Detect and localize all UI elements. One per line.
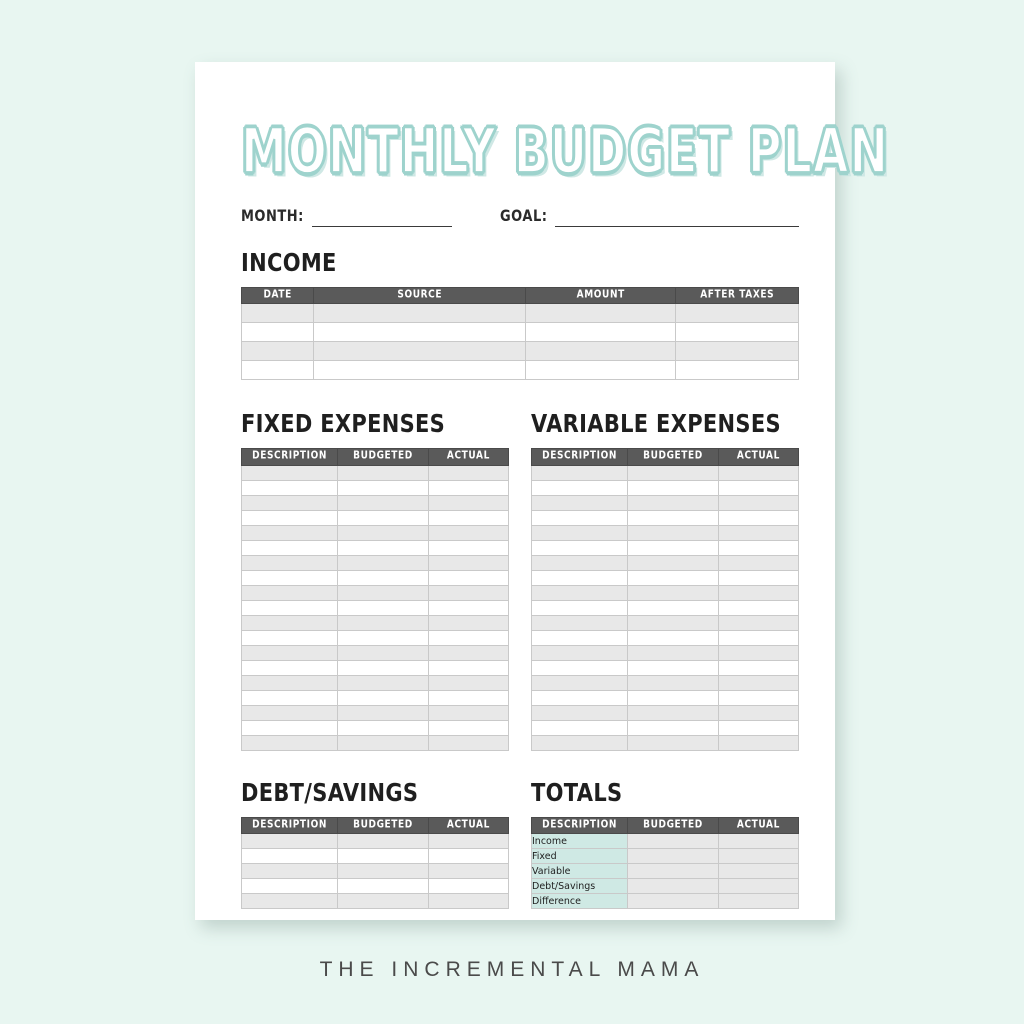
table-row[interactable] [532,660,799,675]
table-row[interactable] [532,630,799,645]
table-row[interactable] [242,630,509,645]
table-cell[interactable] [242,615,338,630]
column-header: ACTUAL [428,817,508,833]
table-cell[interactable] [718,675,798,690]
debt-savings-block [241,778,509,909]
table-cell[interactable] [628,615,719,630]
table-cell[interactable] [242,465,338,480]
table-cell[interactable] [532,600,628,615]
table-cell[interactable] [526,304,676,323]
table-cell[interactable] [718,720,798,735]
table-row[interactable] [532,495,799,510]
table-cell[interactable] [242,555,338,570]
table-cell[interactable] [338,540,429,555]
table-row[interactable] [242,849,509,864]
table-cell[interactable] [242,735,338,750]
totals-heading: TOTALS [531,778,623,807]
table-cell[interactable] [428,645,508,660]
table-cell[interactable] [718,615,798,630]
table-cell[interactable] [242,675,338,690]
table-cell[interactable] [428,735,508,750]
table-row[interactable] [532,735,799,750]
table-cell[interactable] [532,465,628,480]
column-header: ACTUAL [718,449,798,465]
table-cell[interactable] [718,864,798,879]
table-cell[interactable] [676,342,799,361]
table-cell[interactable] [532,720,628,735]
table-cell[interactable] [338,555,429,570]
table-cell[interactable] [628,570,719,585]
totals-row-label: Debt/Savings [532,879,628,894]
totals-row-label: Difference [532,894,628,909]
table-cell[interactable] [718,879,798,894]
table-cell[interactable] [532,555,628,570]
variable-expenses-rows[interactable] [532,465,799,750]
table-cell[interactable] [532,645,628,660]
table-cell[interactable] [718,555,798,570]
sheet-content [241,110,890,909]
table-cell[interactable] [718,585,798,600]
table-cell[interactable] [532,630,628,645]
table-row[interactable] [242,864,509,879]
table-cell[interactable] [338,690,429,705]
table-cell[interactable] [718,540,798,555]
table-row[interactable] [532,894,799,909]
table-cell[interactable] [338,705,429,720]
table-cell[interactable] [718,480,798,495]
table-cell[interactable] [532,735,628,750]
variable-expenses-heading: VARIABLE EXPENSES [531,409,781,439]
table-cell[interactable] [718,630,798,645]
table-cell[interactable] [718,705,798,720]
fixed-expenses-block [241,409,509,750]
table-row[interactable] [242,879,509,894]
table-cell[interactable] [628,864,719,879]
totals-block [531,778,799,909]
table-cell[interactable] [718,645,798,660]
table-cell[interactable] [718,834,798,849]
table-cell[interactable] [628,600,719,615]
table-cell[interactable] [428,480,508,495]
table-cell[interactable] [338,894,429,909]
table-cell[interactable] [628,849,719,864]
table-row[interactable] [242,525,509,540]
table-cell[interactable] [314,342,526,361]
table-cell[interactable] [718,510,798,525]
expenses-row [241,409,799,750]
totals-rows[interactable] [532,834,799,909]
table-cell[interactable] [628,540,719,555]
table-header-row [242,449,509,465]
table-cell[interactable] [242,864,338,879]
table-row[interactable] [242,735,509,750]
table-cell[interactable] [338,735,429,750]
table-row[interactable] [532,675,799,690]
totals-row-label: Fixed [532,849,628,864]
table-cell[interactable] [628,495,719,510]
table-cell[interactable] [338,834,429,849]
table-row[interactable] [242,495,509,510]
debt-savings-table [241,817,509,909]
column-header: ACTUAL [718,817,798,833]
table-cell[interactable] [532,615,628,630]
table-cell[interactable] [242,480,338,495]
table-cell[interactable] [718,894,798,909]
table-cell[interactable] [532,495,628,510]
income-rows[interactable] [242,304,799,380]
fixed-expenses-rows[interactable] [242,465,509,750]
table-header-row [242,817,509,833]
column-header: DESCRIPTION [242,817,338,833]
table-row[interactable] [532,585,799,600]
table-cell[interactable] [428,720,508,735]
table-cell[interactable] [628,465,719,480]
table-row[interactable] [242,510,509,525]
table-row[interactable] [532,465,799,480]
table-row[interactable] [532,525,799,540]
table-cell[interactable] [718,525,798,540]
table-cell[interactable] [676,361,799,380]
table-cell[interactable] [338,585,429,600]
table-row[interactable] [242,540,509,555]
table-cell[interactable] [628,585,719,600]
table-cell[interactable] [628,555,719,570]
meta-row [241,207,799,227]
totals-row-label: Income [532,834,628,849]
table-cell[interactable] [338,480,429,495]
table-cell[interactable] [428,690,508,705]
table-cell[interactable] [718,495,798,510]
table-cell[interactable] [242,645,338,660]
table-cell[interactable] [428,834,508,849]
table-row[interactable] [532,720,799,735]
column-header: BUDGETED [628,817,719,833]
table-cell[interactable] [338,675,429,690]
table-row[interactable] [242,465,509,480]
table-cell[interactable] [428,465,508,480]
table-cell[interactable] [628,720,719,735]
column-header: SOURCE [314,288,526,304]
table-cell[interactable] [242,323,314,342]
table-cell[interactable] [718,660,798,675]
table-cell[interactable] [338,495,429,510]
column-header: DESCRIPTION [532,817,628,833]
table-cell[interactable] [314,304,526,323]
table-cell[interactable] [242,540,338,555]
table-cell[interactable] [526,323,676,342]
table-header-row [532,817,799,833]
income-heading: INCOME [241,248,337,277]
table-cell[interactable] [628,879,719,894]
table-cell[interactable] [628,525,719,540]
table-cell[interactable] [428,570,508,585]
column-header: BUDGETED [628,449,719,465]
table-row[interactable] [242,615,509,630]
table-cell[interactable] [718,600,798,615]
table-row[interactable] [532,864,799,879]
table-cell[interactable] [338,570,429,585]
table-row[interactable] [242,361,799,380]
table-cell[interactable] [526,361,676,380]
table-row[interactable] [242,834,509,849]
table-row[interactable] [532,849,799,864]
income-table [241,287,799,380]
table-cell[interactable] [242,570,338,585]
table-cell[interactable] [338,849,429,864]
table-row[interactable] [532,705,799,720]
table-cell[interactable] [242,660,338,675]
table-row[interactable] [242,660,509,675]
table-cell[interactable] [428,879,508,894]
table-cell[interactable] [428,849,508,864]
table-cell[interactable] [532,690,628,705]
table-row[interactable] [532,600,799,615]
table-cell[interactable] [428,894,508,909]
table-cell[interactable] [428,600,508,615]
table-row[interactable] [242,570,509,585]
table-cell[interactable] [676,323,799,342]
table-cell[interactable] [628,894,719,909]
table-cell[interactable] [526,342,676,361]
brand-footer: THE INCREMENTAL MAMA [319,958,705,981]
table-cell[interactable] [338,879,429,894]
goal-input[interactable] [555,210,799,227]
table-cell[interactable] [242,342,314,361]
table-cell[interactable] [242,849,338,864]
table-row[interactable] [532,555,799,570]
table-cell[interactable] [428,864,508,879]
column-header: DESCRIPTION [532,449,628,465]
column-header: BUDGETED [338,449,429,465]
goal-label: GOAL: [500,207,548,226]
income-table-wrap [241,287,799,380]
table-row[interactable] [532,615,799,630]
table-cell[interactable] [428,585,508,600]
table-cell[interactable] [628,645,719,660]
table-row[interactable] [532,570,799,585]
column-header: AFTER TAXES [676,288,799,304]
table-cell[interactable] [338,720,429,735]
table-cell[interactable] [628,510,719,525]
variable-expenses-block [531,409,799,750]
table-row[interactable] [242,705,509,720]
debt-savings-heading: DEBT/SAVINGS [241,778,419,807]
table-cell[interactable] [628,690,719,705]
table-cell[interactable] [428,510,508,525]
variable-expenses-table [531,448,799,750]
table-cell[interactable] [532,480,628,495]
table-cell[interactable] [428,675,508,690]
table-header-row [242,288,799,304]
table-row[interactable] [532,834,799,849]
fixed-expenses-heading: FIXED EXPENSES [241,409,446,439]
page-title: MONTHLY BUDGET PLAN [241,114,890,188]
table-cell[interactable] [628,705,719,720]
table-cell[interactable] [428,660,508,675]
table-cell[interactable] [532,585,628,600]
budget-worksheet-sheet [195,62,890,920]
table-cell[interactable] [242,525,338,540]
table-row[interactable] [242,690,509,705]
table-cell[interactable] [532,660,628,675]
table-cell[interactable] [338,864,429,879]
table-cell[interactable] [628,675,719,690]
table-cell[interactable] [428,525,508,540]
table-cell[interactable] [338,510,429,525]
table-cell[interactable] [428,615,508,630]
table-row[interactable] [532,690,799,705]
month-input[interactable] [312,210,452,227]
totals-table [531,817,799,909]
table-row[interactable] [242,600,509,615]
table-row[interactable] [532,879,799,894]
table-cell[interactable] [628,630,719,645]
table-cell[interactable] [428,495,508,510]
table-cell[interactable] [532,675,628,690]
table-cell[interactable] [242,495,338,510]
table-cell[interactable] [242,630,338,645]
table-cell[interactable] [628,480,719,495]
table-row[interactable] [532,645,799,660]
table-cell[interactable] [428,555,508,570]
table-cell[interactable] [338,465,429,480]
table-cell[interactable] [338,600,429,615]
column-header: BUDGETED [338,817,429,833]
table-cell[interactable] [628,735,719,750]
table-cell[interactable] [718,570,798,585]
table-cell[interactable] [242,894,338,909]
table-row[interactable] [242,323,799,342]
table-cell[interactable] [532,705,628,720]
column-header: DESCRIPTION [242,449,338,465]
table-cell[interactable] [532,540,628,555]
table-row[interactable] [532,480,799,495]
table-row[interactable] [242,894,509,909]
table-cell[interactable] [676,304,799,323]
month-label: MONTH: [241,207,304,226]
table-cell[interactable] [314,323,526,342]
table-cell[interactable] [242,690,338,705]
table-cell[interactable] [628,660,719,675]
table-cell[interactable] [242,585,338,600]
table-cell[interactable] [242,879,338,894]
table-cell[interactable] [628,834,719,849]
column-header: ACTUAL [428,449,508,465]
table-row[interactable] [242,342,799,361]
table-cell[interactable] [242,834,338,849]
column-header: AMOUNT [526,288,676,304]
table-cell[interactable] [532,525,628,540]
table-cell[interactable] [314,361,526,380]
table-cell[interactable] [338,615,429,630]
table-row[interactable] [242,585,509,600]
table-cell[interactable] [532,570,628,585]
table-cell[interactable] [338,645,429,660]
table-row[interactable] [532,510,799,525]
table-cell[interactable] [532,510,628,525]
table-row[interactable] [242,675,509,690]
totals-row-label: Variable [532,864,628,879]
table-row[interactable] [242,645,509,660]
table-cell[interactable] [428,540,508,555]
table-cell[interactable] [242,720,338,735]
table-row[interactable] [242,480,509,495]
fixed-expenses-table [241,448,509,750]
table-cell[interactable] [718,465,798,480]
table-cell[interactable] [242,600,338,615]
table-cell[interactable] [428,630,508,645]
table-cell[interactable] [338,525,429,540]
table-cell[interactable] [428,705,508,720]
table-row[interactable] [242,555,509,570]
table-row[interactable] [242,304,799,323]
table-cell[interactable] [338,630,429,645]
table-cell[interactable] [242,510,338,525]
table-cell[interactable] [242,705,338,720]
table-cell[interactable] [718,849,798,864]
table-header-row [532,449,799,465]
table-cell[interactable] [242,304,314,323]
table-row[interactable] [242,720,509,735]
bottom-row [241,778,799,909]
table-row[interactable] [532,540,799,555]
table-cell[interactable] [242,361,314,380]
debt-savings-rows[interactable] [242,834,509,909]
table-cell[interactable] [718,690,798,705]
table-cell[interactable] [338,660,429,675]
column-header: DATE [242,288,314,304]
table-cell[interactable] [718,735,798,750]
